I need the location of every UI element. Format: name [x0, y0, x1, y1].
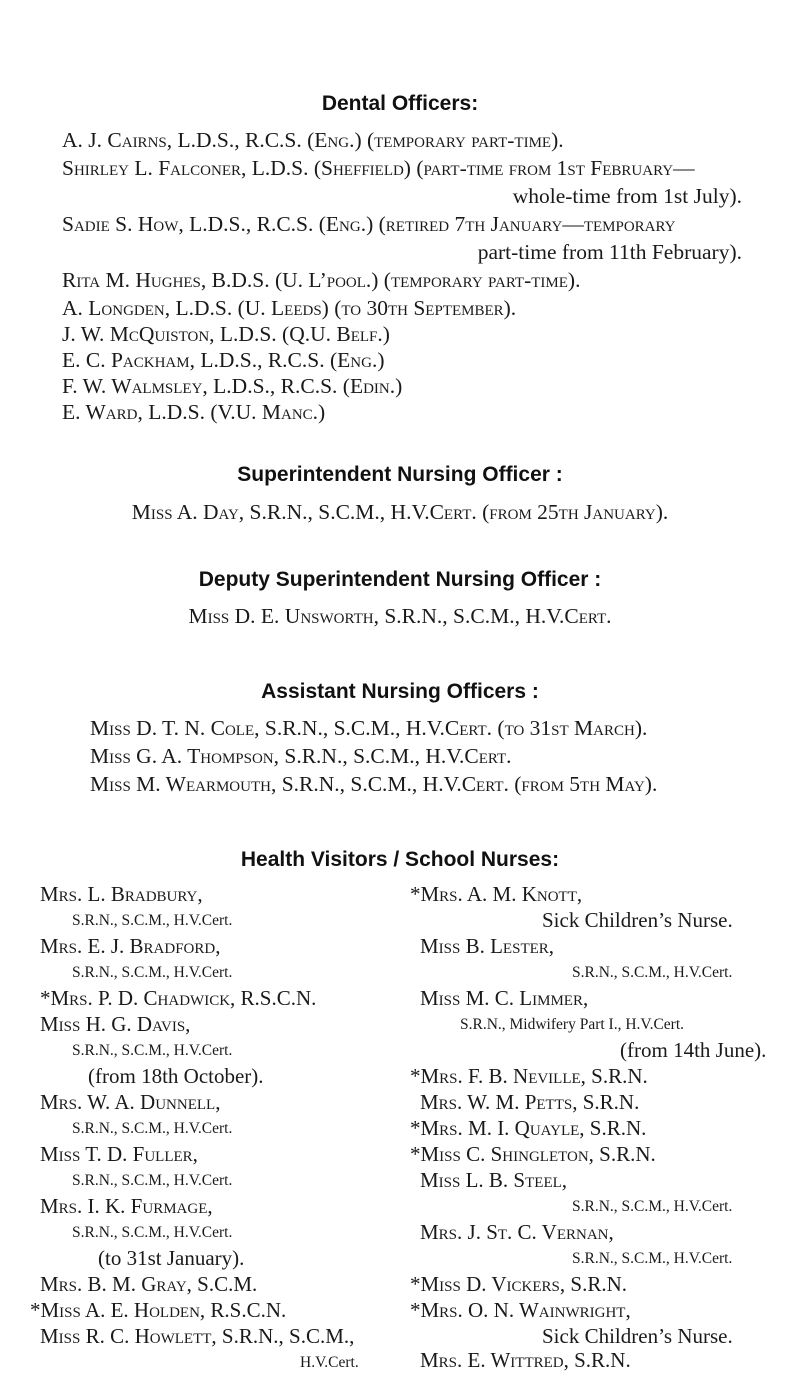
health-visitors-heading: Health Visitors / School Nurses:: [240, 848, 560, 871]
hv-right-9: Mrs. W. M. Petts, S.R.N.: [420, 1090, 640, 1114]
hv-left-17: *Miss A. E. Holden, R.S.C.N.: [30, 1298, 287, 1322]
assistant-line-1: Miss D. T. N. Cole, S.R.N., S.C.M., H.V.Cert. (to 31st March).: [90, 716, 648, 740]
hv-left-18: Miss R. C. Howlett, S.R.N., S.C.M.,: [40, 1324, 355, 1348]
dental-line-5: part-time from 11th February).: [477, 240, 742, 264]
hv-left-6: Miss H. G. Davis,: [40, 1012, 191, 1036]
hv-left-11: Miss T. D. Fuller,: [40, 1142, 198, 1166]
hv-left-7: S.R.N., S.C.M., H.V.Cert.: [72, 1042, 233, 1059]
dental-line-7: A. Longden, L.D.S. (U. Leeds) (to 30th September).: [62, 296, 517, 320]
dental-line-6: Rita M. Hughes, B.D.S. (U. L’pool.) (temporary part-time).: [62, 268, 581, 292]
hv-right-14: Mrs. J. St. C. Vernan,: [420, 1220, 614, 1244]
superintendent-heading: Superintendent Nursing Officer :: [237, 463, 563, 486]
hv-right-15: S.R.N., S.C.M., H.V.Cert.: [572, 1250, 733, 1267]
hv-right-17: *Mrs. O. N. Wainwright,: [410, 1298, 631, 1322]
hv-right-2: Sick Children’s Nurse.: [542, 908, 733, 932]
superintendent-line: Miss A. Day, S.R.N., S.C.M., H.V.Cert. (from 25th January).: [131, 500, 669, 524]
dental-line-11: E. Ward, L.D.S. (V.U. Manc.): [62, 400, 326, 424]
dental-line-4: Sadie S. How, L.D.S., R.C.S. (Eng.) (retired 7th January—temporary: [62, 212, 676, 236]
assistant-heading: Assistant Nursing Officers :: [261, 680, 539, 703]
dental-line-10: F. W. Walmsley, L.D.S., R.C.S. (Edin.): [62, 374, 403, 398]
deputy-line: Miss D. E. Unsworth, S.R.N., S.C.M., H.V.Cert.: [188, 604, 612, 628]
hv-left-8: (from 18th October).: [88, 1064, 264, 1088]
hv-left-1: Mrs. L. Bradbury,: [40, 882, 203, 906]
hv-right-13: S.R.N., S.C.M., H.V.Cert.: [572, 1198, 733, 1215]
hv-left-16: Mrs. B. M. Gray, S.C.M.: [40, 1272, 258, 1296]
deputy-heading: Deputy Superintendent Nursing Officer :: [198, 568, 602, 591]
dental-officers-heading: Dental Officers:: [321, 92, 479, 115]
hv-right-4: S.R.N., S.C.M., H.V.Cert.: [572, 964, 733, 981]
dental-line-1: A. J. Cairns, L.D.S., R.C.S. (Eng.) (temporary part-time).: [62, 128, 564, 152]
hv-left-12: S.R.N., S.C.M., H.V.Cert.: [72, 1172, 233, 1189]
hv-left-15: (to 31st January).: [98, 1246, 245, 1270]
hv-right-1: *Mrs. A. M. Knott,: [410, 882, 583, 906]
hv-right-11: *Miss C. Shingleton, S.R.N.: [410, 1142, 656, 1166]
hv-right-12: Miss L. B. Steel,: [420, 1168, 568, 1192]
assistant-line-3: Miss M. Wearmouth, S.R.N., S.C.M., H.V.Cert. (from 5th May).: [90, 772, 658, 796]
hv-left-13: Mrs. I. K. Furmage,: [40, 1194, 213, 1218]
hv-right-19: Mrs. E. Wittred, S.R.N.: [420, 1348, 631, 1372]
dental-line-8: J. W. McQuiston, L.D.S. (Q.U. Belf.): [62, 322, 390, 346]
hv-right-10: *Mrs. M. I. Quayle, S.R.N.: [410, 1116, 647, 1140]
hv-right-18: Sick Children’s Nurse.: [542, 1324, 733, 1348]
hv-right-16: *Miss D. Vickers, S.R.N.: [410, 1272, 627, 1296]
dental-line-3: whole-time from 1st July).: [512, 184, 742, 208]
hv-left-3: Mrs. E. J. Bradford,: [40, 934, 221, 958]
dental-line-2: Shirley L. Falconer, L.D.S. (Sheffield) (part-time from 1st February—: [62, 156, 695, 180]
assistant-line-2: Miss G. A. Thompson, S.R.N., S.C.M., H.V.Cert.: [90, 744, 512, 768]
hv-right-8: *Mrs. F. B. Neville, S.R.N.: [410, 1064, 648, 1088]
hv-left-4: S.R.N., S.C.M., H.V.Cert.: [72, 964, 233, 981]
hv-left-5: *Mrs. P. D. Chadwick, R.S.C.N.: [40, 986, 317, 1010]
hv-left-14: S.R.N., S.C.M., H.V.Cert.: [72, 1224, 233, 1241]
hv-right-5: Miss M. C. Limmer,: [420, 986, 589, 1010]
hv-left-2: S.R.N., S.C.M., H.V.Cert.: [72, 912, 233, 929]
hv-left-19: H.V.Cert.: [300, 1354, 359, 1371]
hv-left-10: S.R.N., S.C.M., H.V.Cert.: [72, 1120, 233, 1137]
hv-right-7: (from 14th June).: [620, 1038, 767, 1062]
dental-line-9: E. C. Packham, L.D.S., R.C.S. (Eng.): [62, 348, 385, 372]
hv-right-3: Miss B. Lester,: [420, 934, 555, 958]
hv-right-6: S.R.N., Midwifery Part I., H.V.Cert.: [460, 1016, 685, 1033]
hv-left-9: Mrs. W. A. Dunnell,: [40, 1090, 221, 1114]
